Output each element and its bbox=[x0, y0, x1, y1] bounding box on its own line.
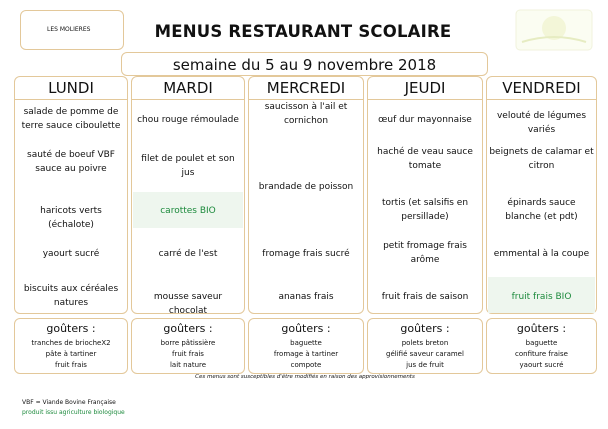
week-range: semaine du 5 au 9 novembre 2018 bbox=[121, 52, 488, 76]
snack-item: fruit frais bbox=[172, 350, 204, 358]
day-column-vendredi bbox=[486, 76, 597, 314]
day-column-lundi bbox=[14, 76, 128, 314]
menu-item: sauté de boeuf VBF sauce au poivre bbox=[27, 150, 115, 174]
menu-item: œuf dur mayonnaise bbox=[378, 115, 472, 125]
menu-item: filet de poulet et son jus bbox=[141, 154, 235, 178]
snack-item: baguette bbox=[525, 339, 558, 347]
menu-item: fruit frais de saison bbox=[381, 292, 469, 302]
day-header: LUNDI bbox=[15, 77, 127, 100]
day-header: JEUDI bbox=[368, 77, 482, 100]
menu-item: haché de veau sauce tomate bbox=[377, 147, 473, 171]
snack-box-mercredi bbox=[248, 318, 364, 374]
legend-vbf: VBF = Viande Bovine Française bbox=[22, 399, 116, 406]
snack-heading: goûters : bbox=[516, 322, 567, 335]
organic-logo-icon bbox=[514, 8, 594, 52]
school-name: LES MOLIERES bbox=[47, 26, 91, 33]
menu-item: tortis (et salsifis en persillade) bbox=[381, 198, 469, 222]
menu-item: velouté de légumes variés bbox=[496, 111, 587, 135]
school-label-box bbox=[20, 10, 124, 50]
menu-item-bio: carottes BIO bbox=[160, 206, 216, 216]
day-header: MARDI bbox=[132, 77, 244, 100]
menu-item: beignets de calamar et citron bbox=[489, 147, 594, 171]
snack-item: jus de fruit bbox=[406, 361, 444, 369]
day-column-jeudi bbox=[367, 76, 483, 314]
menu-item: salade de pomme de terre sauce ciboulette bbox=[21, 107, 121, 131]
snack-item: compote bbox=[290, 361, 322, 369]
menu-item: épinards sauce blanche (et pdt) bbox=[505, 198, 578, 222]
disclaimer-note: Ces menus sont susceptibles d'être modifiés en raison des approvisionnements bbox=[195, 374, 415, 380]
snack-heading: goûters : bbox=[163, 322, 213, 335]
menu-item: ananas frais bbox=[278, 292, 334, 302]
snack-item: gélifié saveur caramel bbox=[386, 350, 464, 358]
menu-item: petit fromage frais arôme bbox=[383, 241, 467, 265]
snack-box-vendredi bbox=[486, 318, 597, 374]
menu-item: mousse saveur chocolat bbox=[153, 292, 223, 316]
menu-item: fromage frais sucré bbox=[262, 249, 350, 259]
day-column-mardi bbox=[131, 76, 245, 314]
menu-item: saucisson à l'ail et cornichon bbox=[264, 102, 348, 126]
snack-heading: goûters : bbox=[281, 322, 331, 335]
snack-item: lait nature bbox=[169, 361, 207, 369]
snack-item: confiture fraise bbox=[515, 350, 568, 358]
menu-item: emmental à la coupe bbox=[493, 249, 590, 259]
snack-item: fruit frais bbox=[55, 361, 87, 369]
snack-item: borre pâtissière bbox=[160, 339, 216, 347]
snack-item: fromage à tartiner bbox=[273, 350, 339, 358]
snack-heading: goûters : bbox=[46, 322, 96, 335]
snack-item: pâte à tartiner bbox=[45, 350, 97, 358]
menu-item: brandade de poisson bbox=[258, 182, 354, 192]
snack-heading: goûters : bbox=[400, 322, 450, 335]
snack-box-lundi bbox=[14, 318, 128, 374]
menu-item: chou rouge rémoulade bbox=[137, 115, 239, 125]
snack-item: polets breton bbox=[401, 339, 449, 347]
menu-item: yaourt sucré bbox=[42, 249, 100, 259]
snack-box-jeudi bbox=[367, 318, 483, 374]
legend-bio: produit issu agriculture biologique bbox=[22, 409, 125, 416]
menu-item: biscuits aux céréales natures bbox=[23, 284, 119, 308]
menu-item: haricots verts (échalote) bbox=[40, 206, 102, 230]
snack-item: baguette bbox=[290, 339, 322, 347]
day-header: VENDREDI bbox=[487, 77, 596, 100]
snack-item: tranches de briocheX2 bbox=[31, 339, 111, 347]
menu-title: MENUS RESTAURANT SCOLAIRE bbox=[154, 22, 452, 41]
snack-item: yaourt sucré bbox=[519, 361, 564, 369]
day-column-mercredi bbox=[248, 76, 364, 314]
snack-box-mardi bbox=[131, 318, 245, 374]
menu-item-bio: fruit frais BIO bbox=[511, 292, 572, 302]
day-header: MERCREDI bbox=[249, 77, 363, 100]
menu-item: carré de l'est bbox=[158, 249, 218, 259]
